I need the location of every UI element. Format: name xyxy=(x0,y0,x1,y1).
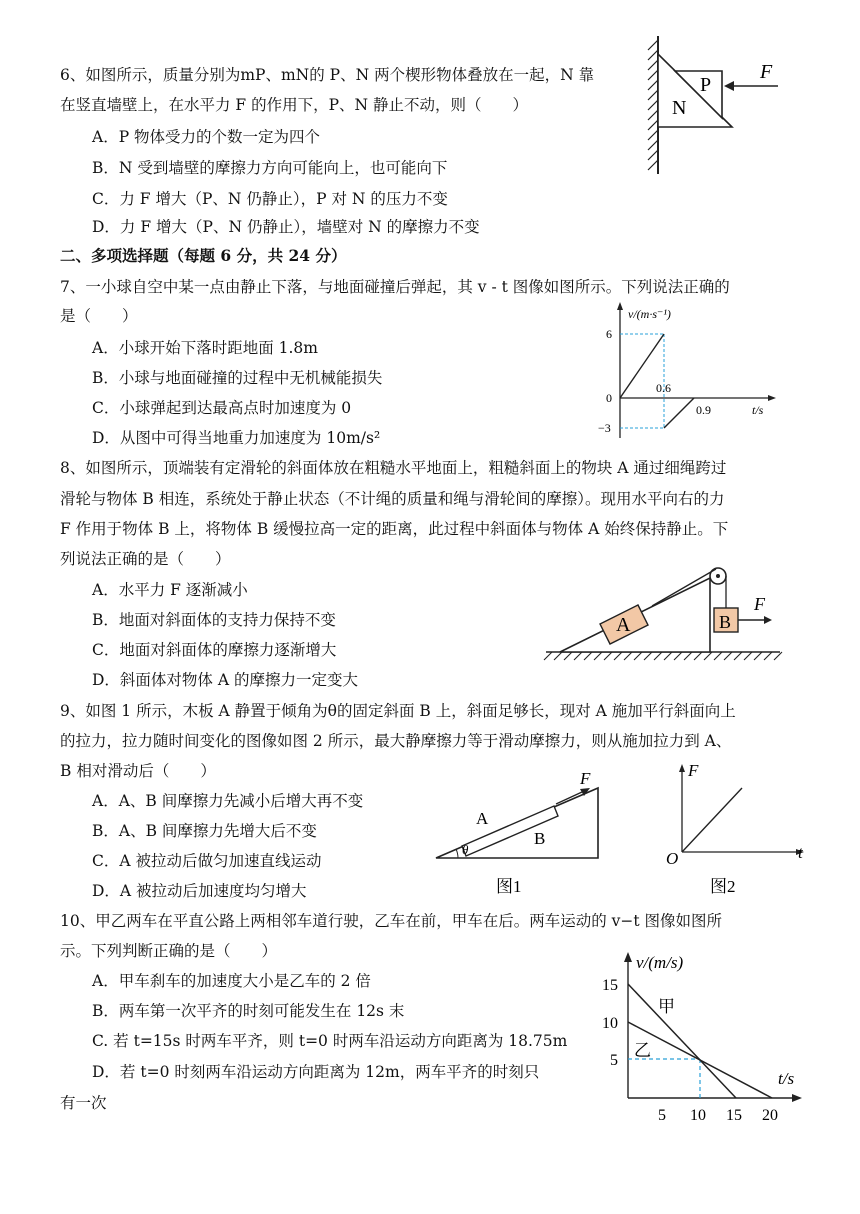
q6-figure-wedges xyxy=(640,34,790,179)
q10-series-yi: 乙 xyxy=(634,1041,651,1060)
q6-stem-line2: 在竖直墙壁上，在水平力 F 的作用下，P、N 静止不动，则（ ） xyxy=(60,96,529,114)
q7-y-label: v/(m·s⁻¹) xyxy=(628,307,671,321)
q10-y-tick-10: 10 xyxy=(602,1015,618,1032)
q7-tick-06: 0.6 xyxy=(656,381,671,395)
q9-figure-2 xyxy=(660,760,810,898)
q8-stem-line4: 列说法正确的是（ ） xyxy=(60,550,231,568)
q6-label-f: F xyxy=(760,61,773,83)
q10-x-tick-5: 5 xyxy=(658,1107,666,1124)
q6-option-c: C．力 F 增大（P、N 仍静止），P 对 N 的压力不变 xyxy=(92,190,448,208)
q6-option-d: D．力 F 增大（P、N 仍静止），墙壁对 N 的摩擦力不变 xyxy=(92,218,480,236)
q10-x-label: t/s xyxy=(778,1069,795,1088)
q7-tick-neg3: −3 xyxy=(598,421,611,435)
q7-option-b: B．小球与地面碰撞的过程中无机械能损失 xyxy=(92,369,383,387)
q9-figure-1 xyxy=(432,768,612,898)
q10-option-d: D．若 t=0 时刻两车沿运动方向距离为 12m，两车平齐的时刻只 xyxy=(92,1063,540,1081)
q10-option-d-continued: 有一次 xyxy=(60,1094,107,1112)
q9-stem-line1: 9、如图 1 所示，木板 A 静置于倾角为θ的固定斜面 B 上，斜面足够长，现对 A 施加平行斜面向上 xyxy=(60,702,736,720)
q6-option-b: B．N 受到墙壁的摩擦力方向可能向上，也可能向下 xyxy=(92,159,448,177)
q9-stem-line2: 的拉力，拉力随时间变化的图像如图 2 所示，最大静摩擦力等于滑动摩擦力，则从施加拉力到 A、 xyxy=(60,732,732,750)
q8-label-b: B xyxy=(719,612,732,632)
q8-label-a: A xyxy=(616,614,631,636)
q6-label-n: N xyxy=(672,97,687,119)
q10-series-jia: 甲 xyxy=(658,997,675,1016)
q8-stem-line2: 滑轮与物体 B 相连，系统处于静止状态（不计绳的质量和绳与滑轮间的摩擦）。现用水平向右的力 xyxy=(60,490,725,508)
q10-y-label: v/(m/s) xyxy=(636,953,684,972)
q10-option-a: A．甲车刹车的加速度大小是乙车的 2 倍 xyxy=(92,972,371,990)
q8-stem-line1: 8、如图所示，顶端装有定滑轮的斜面体放在粗糙水平地面上，粗糙斜面上的物块 A 通过细绳跨过 xyxy=(60,459,727,477)
q9-label-a: A xyxy=(476,809,489,828)
q7-vt-graph xyxy=(590,298,780,443)
q9-caption-1: 图1 xyxy=(496,877,522,896)
q7-stem-line2: 是（ ） xyxy=(60,307,138,325)
q6-stem-line1: 6、如图所示，质量分别为mP、mN的 P、N 两个楔形物体叠放在一起，N 靠 xyxy=(60,66,595,84)
q8-label-f: F xyxy=(754,594,765,614)
q7-tick-09: 0.9 xyxy=(696,403,711,417)
q8-option-b: B．地面对斜面体的支持力保持不变 xyxy=(92,611,336,629)
q9-caption-2: 图2 xyxy=(710,877,736,896)
q10-option-b: B．两车第一次平齐的时刻可能发生在 12s 末 xyxy=(92,1002,405,1020)
q8-option-c: C．地面对斜面体的摩擦力逐渐增大 xyxy=(92,641,337,659)
q10-y-tick-15: 15 xyxy=(602,977,618,994)
q10-x-tick-15: 15 xyxy=(726,1107,742,1124)
q10-y-tick-5: 5 xyxy=(610,1052,618,1069)
q8-option-d: D．斜面体对物体 A 的摩擦力一定变大 xyxy=(92,671,358,689)
q6-label-p: P xyxy=(700,74,712,96)
q9-option-a: A．A、B 间摩擦力先减小后增大再不变 xyxy=(92,792,364,810)
q10-stem-line1: 10、甲乙两车在平直公路上两相邻车道行驶，乙车在前，甲车在后。两车运动的 v−t 图像如图所 xyxy=(60,912,723,930)
q7-stem-line1: 7、一小球自空中某一点由静止下落，与地面碰撞后弹起，其 v - t 图像如图所示。下列说法正确的 xyxy=(60,278,730,296)
q9-stem-line3: B 相对滑动后（ ） xyxy=(60,762,216,780)
q7-option-d: D．从图中可得当地重力加速度为 10m/s² xyxy=(92,429,381,447)
q10-x-tick-20: 20 xyxy=(762,1107,778,1124)
q8-stem-line3: F 作用于物体 B 上，将物体 B 缓慢拉高一定的距离，此过程中斜面体与物体 A 始终保持静止。下 xyxy=(60,520,729,538)
q10-option-c: C. 若 t=15s 时两车平齐，则 t=0 时两车沿运动方向距离为 18.75m xyxy=(92,1032,568,1050)
q10-stem-line2: 示。下列判断正确的是（ ） xyxy=(60,942,278,960)
q9-label-f: F xyxy=(580,769,591,788)
q10-vt-graph xyxy=(598,946,808,1126)
q9-option-c: C．A 被拉动后做匀加速直线运动 xyxy=(92,852,322,870)
q7-option-c: C．小球弹起到达最高点时加速度为 0 xyxy=(92,399,352,417)
q9-label-b: B xyxy=(534,829,546,848)
q9-label-theta: θ xyxy=(462,842,469,857)
q9-option-d: D．A 被拉动后加速度均匀增大 xyxy=(92,882,307,900)
q9-option-b: B．A、B 间摩擦力先增大后不变 xyxy=(92,822,317,840)
q7-option-a: A．小球开始下落时距地面 1.8m xyxy=(92,339,318,357)
q7-tick-0: 0 xyxy=(606,391,612,405)
q7-x-label: t/s xyxy=(752,403,764,417)
q7-tick-6: 6 xyxy=(606,327,612,341)
q9-fig2-o: O xyxy=(666,849,679,868)
q8-figure-incline-pulley xyxy=(540,560,790,670)
q8-option-a: A．水平力 F 逐渐减小 xyxy=(92,581,248,599)
section-2-heading: 二、多项选择题（每题 6 分，共 24 分） xyxy=(60,246,347,265)
q10-x-tick-10: 10 xyxy=(690,1107,706,1124)
q6-option-a: A．P 物体受力的个数一定为四个 xyxy=(92,128,321,146)
q9-fig2-t: t xyxy=(798,843,803,862)
q9-fig2-f: F xyxy=(688,761,699,780)
